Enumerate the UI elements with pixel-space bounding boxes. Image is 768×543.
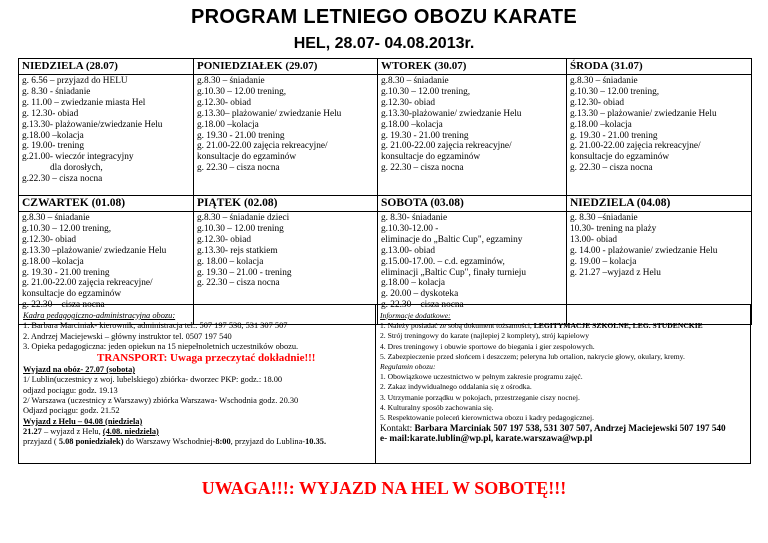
- page-title: PROGRAM LETNIEGO OBOZU KARATE: [190, 6, 578, 28]
- schedule-item: g. 22.30 – cisza nocna: [197, 278, 280, 289]
- schedule-item: g. 21.00-22.00 zajęcia rekreacyjne/: [570, 141, 701, 152]
- schedule-item: konsultacje do egzaminów: [22, 289, 122, 300]
- contact-line: [380, 423, 748, 433]
- return-heading: Wyjazd z Helu – 04.08 (niedziela): [23, 416, 143, 426]
- schedule-item: 10.30- trening na plaży: [570, 223, 657, 234]
- schedule-item: g.8.30 – śniadanie: [570, 76, 638, 86]
- info-box: [18, 304, 751, 464]
- schedule-item: g.8.30 – śniadanie: [381, 76, 449, 86]
- day-header: PONIEDZIAŁEK (29.07): [194, 59, 378, 75]
- schedule-item: g.15.00-17.00. – c.d. egzaminów,: [381, 256, 505, 267]
- schedule-item: g.18.00 –kolacja: [22, 130, 84, 141]
- arrival-text: do Warszawy Wschodniej-: [123, 437, 216, 447]
- schedule-item: g.13.30 – plażowanie/ zwiedzanie Helu: [570, 108, 717, 119]
- departure-heading: Wyjazd na obóz- 27.07 (sobota): [23, 365, 136, 375]
- day-header: ŚRODA (31.07): [567, 59, 752, 75]
- admin-line: 2. Andrzej Maciejewski – główny instruktor tel. 0507 197 540: [23, 331, 232, 341]
- day-header: SOBOTA (03.08): [378, 196, 567, 212]
- transport-line: Odjazd pociągu: godz. 21.52: [23, 406, 120, 416]
- schedule-item: g.12.30- obiad: [570, 97, 624, 108]
- schedule-header-row-2: [19, 196, 752, 212]
- admin-line: 1. Barbara Marciniak- kierownik, administracja tel.: 507 197 538, 531 307 507: [23, 321, 288, 331]
- return-text: – wyjazd z Helu,: [41, 426, 103, 436]
- schedule-item: eliminacji „Baltic Cup", finały turnieju: [381, 267, 527, 278]
- schedule-item: eliminacje do „Baltic Cup", egzaminy: [381, 234, 523, 245]
- info-heading: Informacje dodatkowe:: [380, 311, 451, 320]
- arrival-text: , przyjazd do Lublina-: [230, 437, 306, 447]
- schedule-item: g. 21.00-22.00 zajęcia rekreacyjne/: [22, 278, 153, 289]
- contact-email: e- mail:karate.lublin@wp.pl, karate.warszawa@wp.pl: [380, 433, 593, 444]
- day-header: WTOREK (30.07): [378, 59, 567, 75]
- info-line: 2. Strój treningowy do karate (najlepiej 2 komplety), strój kąpielowy: [380, 331, 589, 341]
- schedule-item: g. 19.30 - 21.00 trening: [570, 130, 658, 141]
- schedule-item: g. 18.00 – kolacja: [197, 256, 264, 267]
- schedule-item: g. 22.30 – cisza nocna: [381, 163, 464, 174]
- transport-heading: TRANSPORT: Uwaga przeczytać dokładnie!!!: [97, 352, 316, 365]
- schedule-item: g. 11.00 – zwiedzanie miasta Hel: [22, 97, 146, 108]
- info-divider: [375, 305, 376, 463]
- transport-line: odjazd pociągu: godz. 19.13: [23, 385, 118, 395]
- schedule-item: g.12.30- obiad: [197, 234, 251, 245]
- schedule-item: g.18.00 – kolacja: [381, 278, 446, 289]
- page-subtitle: HEL, 28.07- 04.08.2013r.: [293, 35, 475, 52]
- schedule-item: g. 20.00 – dyskoteka: [381, 289, 459, 300]
- schedule-item: g.13.30 –plażowanie/ zwiedzanie Helu: [22, 245, 167, 256]
- arrival-line: [23, 437, 373, 447]
- schedule-item: g. 21.27 –wyjazd z Helu: [570, 267, 661, 278]
- schedule-item: g.21.00- wieczór integracyjny: [22, 152, 134, 163]
- rules-heading: Regulamin obozu:: [380, 362, 436, 372]
- schedule-item: g. 19.30 – 21.00 - trening: [197, 267, 292, 278]
- schedule-item: g.22.30 – cisza nocna: [22, 174, 103, 185]
- schedule-item: g.10.30 – 12.00 trening,: [197, 86, 287, 97]
- schedule-item: g.12.30- obiad: [22, 234, 76, 245]
- schedule-item: g. 19.30 - 21.00 trening: [197, 130, 285, 141]
- schedule-item: g. 12.30- obiad: [22, 108, 79, 119]
- schedule-body-row-1: [19, 75, 752, 196]
- schedule-item: g. 19.00 – kolacja: [570, 256, 637, 267]
- schedule-item: g. 22.30 – cisza nocna: [197, 163, 280, 174]
- info-emphasis: LEGITYMACJE SZKOLNE, LEG. STUDENCKIE: [533, 321, 703, 331]
- schedule-item: g. 21.00-22.00 zajęcia rekreacyjne/: [197, 141, 328, 152]
- schedule-item: g.13.30-plażowanie/ zwiedzanie Helu: [381, 108, 522, 119]
- return-line: [23, 427, 373, 437]
- admin-line: 3. Opieka pedagogiczna: jeden opiekun na 15 niepełnoletnich uczestników obozu.: [23, 341, 299, 351]
- admin-heading: Kadra pedagogiczno-administracyjna obozu:: [23, 311, 176, 320]
- schedule-item: g. 19.30 - 21.00 trening: [381, 130, 469, 141]
- schedule-item: konsultacje do egzaminów: [570, 152, 670, 163]
- return-time: 21.27: [23, 426, 42, 436]
- schedule-item: g.13.30- plażowanie/zwiedzanie Helu: [22, 119, 163, 130]
- arrival-text: przyjazd (: [23, 437, 59, 447]
- arrival-date: 5.08 poniedziałek): [58, 437, 124, 447]
- transport-line: 1/ Lublin(uczestnicy z woj. lubelskiego) zbiórka- dworzec PKP: godz.: 18.00: [23, 375, 283, 385]
- schedule-item: g.18.00 –kolacja: [570, 119, 632, 130]
- schedule-item: g.12.30- obiad: [381, 97, 435, 108]
- schedule-item: g.10.30 – 12.00 trening,: [570, 86, 660, 97]
- schedule-item: g. 22.30 – cisza nocna: [381, 300, 464, 311]
- schedule-item: 13.00- obiad: [570, 234, 617, 245]
- schedule-table: [18, 58, 752, 325]
- rule-line: 2. Zakaz indywidualnego oddalania się z ośrodka.: [380, 382, 532, 392]
- info-line: [380, 321, 748, 331]
- admin-transport-section: [23, 311, 373, 448]
- schedule-item: g. 8.30- śniadanie: [381, 213, 448, 223]
- day-header: NIEDZIELA (04.08): [567, 196, 752, 212]
- schedule-item: g. 21.00-22.00 zajęcia rekreacyjne/: [381, 141, 512, 152]
- additional-info-section: [380, 311, 748, 444]
- day-header: NIEDZIELA (28.07): [19, 59, 194, 75]
- rule-line: 3. Utrzymanie porządku w pokojach, przestrzeganie ciszy nocnej.: [380, 392, 580, 402]
- rule-line: 4. Kulturalny sposób zachowania się.: [380, 402, 494, 412]
- schedule-item: g. 8.30 –śniadanie: [570, 213, 638, 223]
- schedule-item: g.12.30- obiad: [197, 97, 251, 108]
- schedule-item: g.10.30 – 12.00 trening: [197, 223, 284, 234]
- schedule-item: g. 19.30 - 21.00 trening: [22, 267, 110, 278]
- schedule-item: g.10.30-12.00 -: [381, 223, 439, 234]
- arrival-time-lublin: 10.35.: [305, 437, 327, 447]
- schedule-item: g. 19.00- trening: [22, 141, 84, 152]
- day-header: PIĄTEK (02.08): [194, 196, 378, 212]
- schedule-item: dla dorosłych,: [50, 163, 103, 174]
- schedule-item: g.18.00 –kolacja: [381, 119, 443, 130]
- contact-phones: Barbara Marciniak 507 197 538, 531 307 507, Andrzej Maciejewski 507 197 540: [414, 423, 726, 434]
- schedule-item: g.13.00- obiad: [381, 245, 435, 256]
- schedule-item: g.10.30 – 12.00 trening,: [381, 86, 471, 97]
- schedule-item: g. 22.30 – cisza nocna: [22, 300, 105, 311]
- schedule-item: g. 22.30 – cisza nocna: [570, 163, 653, 174]
- schedule-item: g. 8.30 - śniadanie: [22, 86, 91, 97]
- schedule-item: g.18.00 –kolacja: [22, 256, 84, 267]
- schedule-header-row-1: [19, 59, 752, 75]
- schedule-item: konsultacje do egzaminów: [381, 152, 481, 163]
- schedule-item: g.10.30 – 12.00 trening,: [22, 223, 112, 234]
- transport-line: 2/ Warszawa (uczestnicy z Warszawy) zbiórka Warszawa- Wschodnia godz. 20.30: [23, 396, 299, 406]
- warning-banner: UWAGA!!!: WYJAZD NA HEL W SOBOTĘ!!!: [201, 478, 567, 498]
- day-cell: [378, 75, 567, 196]
- info-line: 5. Zabezpieczenie przed słońcem i deszczem; peleryna lub ortalion, nakrycie głowy, okulary, kremy.: [380, 351, 685, 361]
- day-header: CZWARTEK (01.08): [19, 196, 194, 212]
- info-line: 4. Dres treningowy i obuwie sportowe do biegania i gier zespołowych.: [380, 341, 595, 351]
- schedule-item: konsultacje do egzaminów: [197, 152, 297, 163]
- return-date: (4.08. niedziela): [102, 426, 159, 436]
- schedule-item: g.13.30- rejs statkiem: [197, 245, 278, 256]
- arrival-time-warsaw: 8:00: [215, 437, 231, 447]
- rule-line: 1. Obowiązkowe uczestnictwo w pełnym zakresie programu zajęć.: [380, 372, 583, 382]
- schedule-item: g.13.30– plażowanie/ zwiedzanie Helu: [197, 108, 342, 119]
- schedule-item: g.8.30 – śniadanie dzieci: [197, 213, 290, 223]
- day-cell: [194, 75, 378, 196]
- day-cell: [19, 75, 194, 196]
- info-text: 1. Należy posiadać ze sobą dokument tożsamości,: [380, 321, 534, 331]
- rule-line: 5. Respektowanie poleceń kierownictwa obozu i kadry pedagogicznej.: [380, 413, 595, 423]
- schedule-item: g.18.00 –kolacja: [197, 119, 259, 130]
- schedule-item: g. 6.56 – przyjazd do HELU: [22, 76, 128, 86]
- schedule-item: g.8.30 – śniadanie: [22, 213, 90, 223]
- schedule-item: g.8.30 – śniadanie: [197, 76, 265, 86]
- contact-label: Kontakt:: [380, 423, 415, 434]
- day-cell: [567, 75, 752, 196]
- schedule-item: g. 14.00 - plażowanie/ zwiedzanie Helu: [570, 245, 718, 256]
